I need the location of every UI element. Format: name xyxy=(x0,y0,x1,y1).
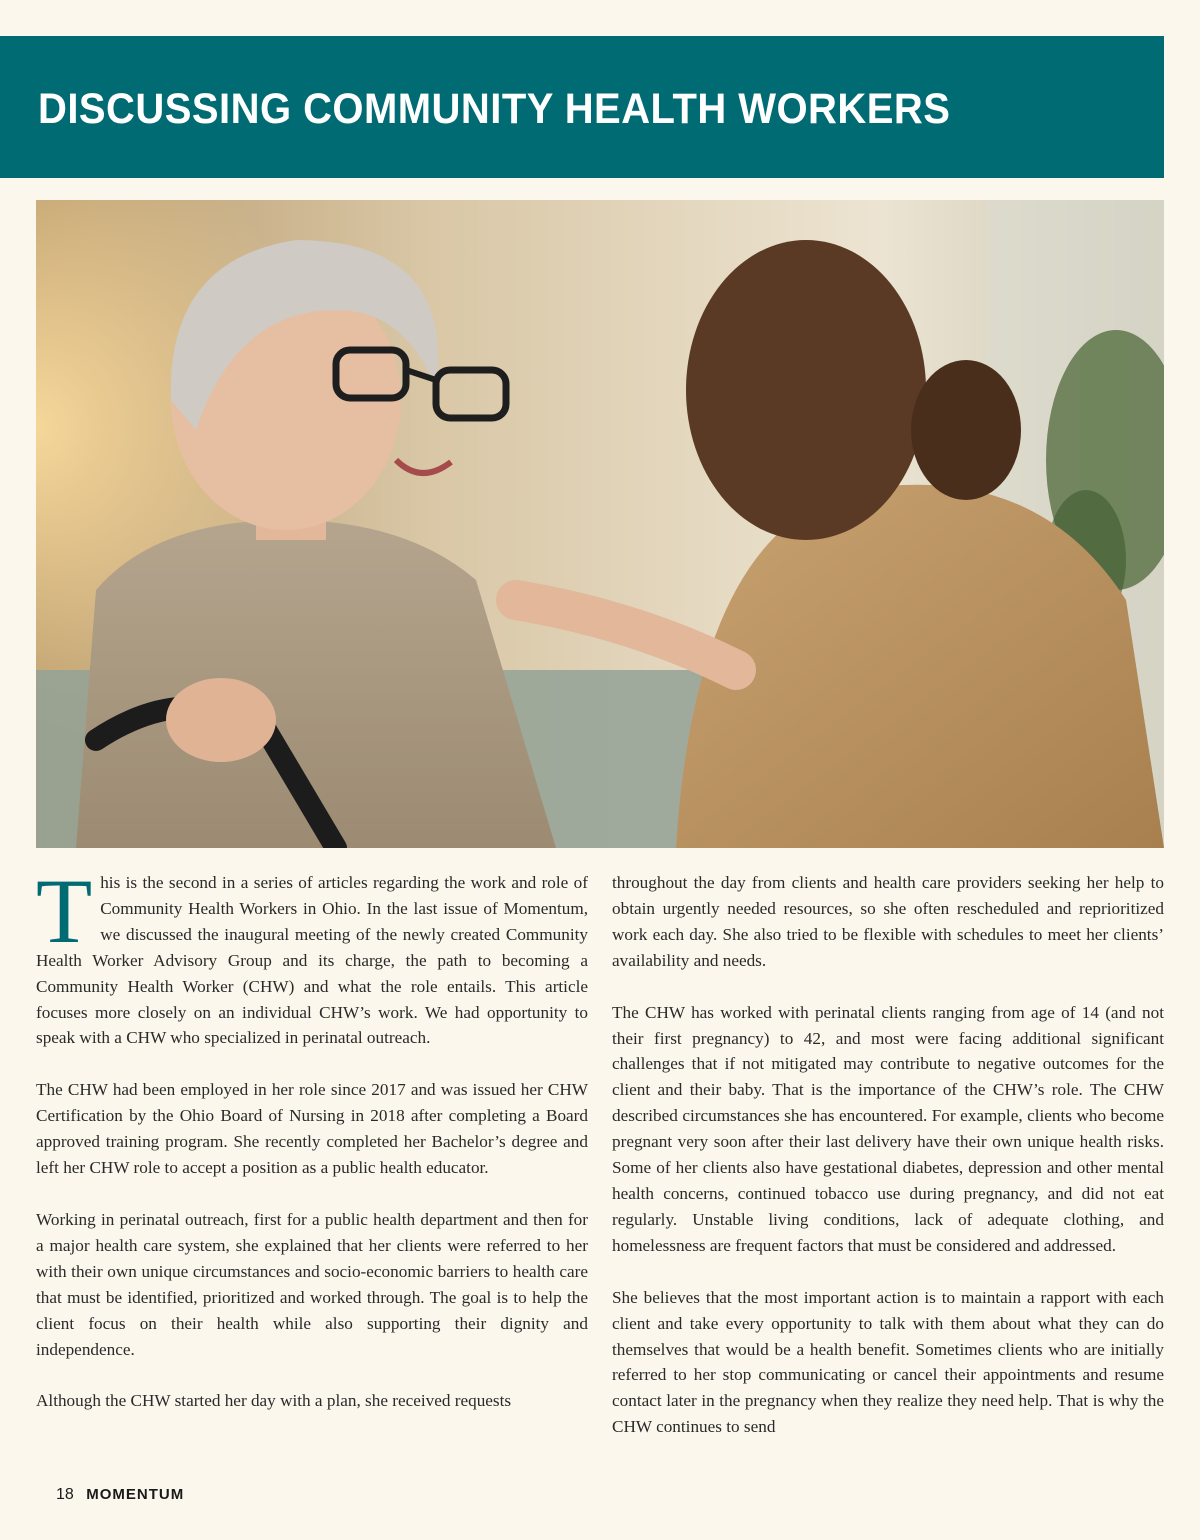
page-title: DISCUSSING COMMUNITY HEALTH WORKERS xyxy=(38,85,951,133)
title-banner xyxy=(0,36,1164,178)
article-column-right xyxy=(612,870,1164,1440)
page-number: 18 xyxy=(56,1486,74,1503)
paragraph: The CHW had been employed in her role since 2017 and was issued her CHW Certification by the Ohio Board of Nursing in 2018 after completing a Board approved training program. She recently completed her Bachelor’s degree and left her CHW role to accept a position as a public health educator. xyxy=(36,1080,588,1178)
paragraph: The CHW has worked with perinatal clients ranging from age of 14 (and not their first pregnancy) to 42, and most were facing additional significant challenges that if not mitigated may contribute to negative outcomes for the client and their baby. That is the importance of the CHW’s role. The CHW described circumstances she has encountered. For example, clients who become pregnant very soon after their last delivery have their own unique health risks. Some of her clients also have gestational diabetes, depression and other mental health concerns, continued tobacco use during pregnancy, and did not eat regularly. Unstable living conditions, lack of adequate clothing, and homelessness are frequent factors that must be considered and addressed. xyxy=(612,1002,1164,1255)
paragraph-text: his is the second in a series of articles regarding the work and role of Community Health Workers in Ohio. In the last issue of Momentum, we discussed the inaugural meeting of the newly created Community Health Worker Advisory Group and its charge, the path to becoming a Community Health Worker (CHW) and what the role entails. This article focuses more closely on an individual CHW’s work. We had opportunity to speak with a CHW who specialized in perinatal outreach. xyxy=(36,873,588,1048)
paragraph: Working in perinatal outreach, first for a public health department and then for a major health care system, she explained that her clients were referred to her with their own unique circumstances and socio-economic barriers to health care that must be identified, prioritized and worked through. The goal is to help the client focus on their health while also supporting their dignity and independence. xyxy=(36,1209,588,1359)
page-footer xyxy=(56,1486,184,1504)
publication-name: MOMENTUM xyxy=(86,1486,185,1503)
article-photo xyxy=(36,200,1164,848)
paragraph: She believes that the most important action is to maintain a rapport with each client and take every opportunity to talk with them about what they can do themselves that would be a health benefit. Sometimes clients who are initially referred to her stop communicating or cancel their appointments and resume contact later in the pregnancy when they realize they need help. That is why the CHW continues to send xyxy=(612,1287,1164,1437)
article-column-left xyxy=(36,860,588,1414)
paragraph: throughout the day from clients and health care providers seeking her help to obtain urgently needed resources, so she often rescheduled and reprioritized work each day. She also tried to be flexible with schedules to meet her clients’ availability and needs. xyxy=(612,873,1164,970)
photo-illustration xyxy=(36,200,1164,848)
paragraph: Although the CHW started her day with a plan, she received requests xyxy=(36,1391,512,1411)
paragraph xyxy=(36,860,588,1051)
drop-cap: T xyxy=(36,860,93,962)
